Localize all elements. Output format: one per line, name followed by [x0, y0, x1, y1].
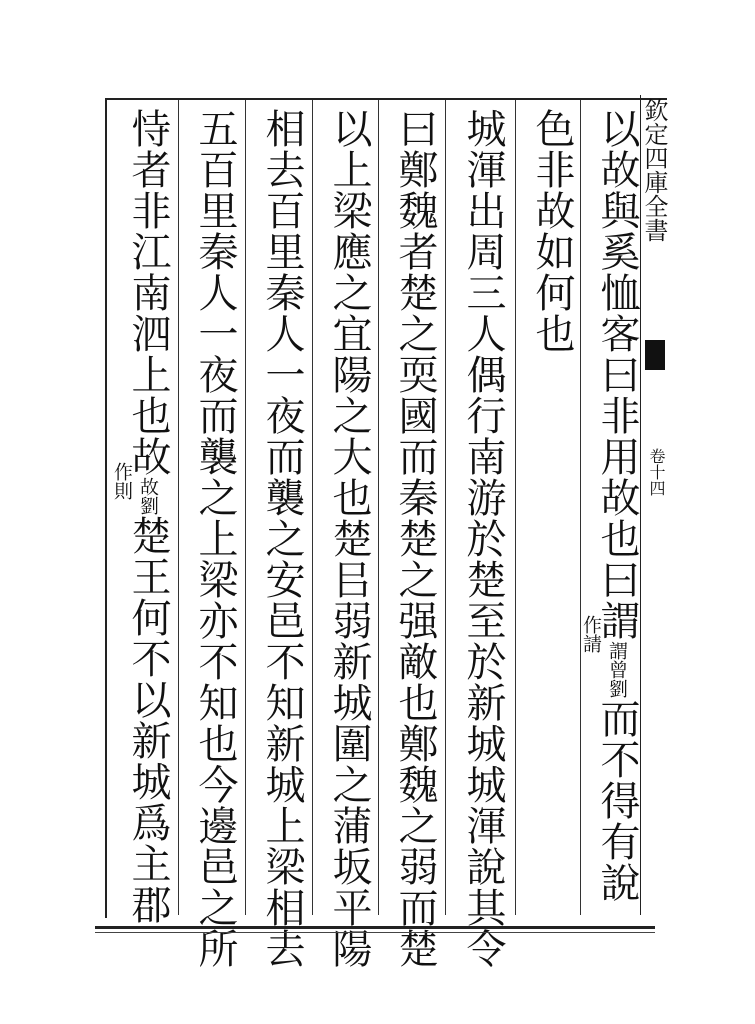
text-column-8	[123, 108, 173, 925]
column-divider	[580, 100, 581, 915]
column-1-text-b: 而不得有說	[594, 698, 640, 903]
margin-title: 欽定四庫全書	[640, 98, 668, 242]
fishtail-mark	[645, 340, 665, 370]
text-column-2: 色非故如何也	[529, 108, 575, 354]
column-1-text-a: 以故與奚恤客曰非用故也曰謂	[594, 108, 640, 641]
text-column-1	[592, 108, 642, 903]
column-divider	[445, 100, 446, 915]
column-8-text-a: 恃者非江南泗上也故	[125, 108, 171, 477]
juan-number: 卷十四	[647, 448, 666, 496]
column-1-note	[606, 641, 628, 679]
column-8-note-right: 故劉	[137, 477, 159, 515]
bottom-rule	[95, 926, 655, 929]
bottom-rule-thin	[95, 932, 655, 933]
column-1-note-left: 作請	[580, 615, 602, 653]
text-column-6: 相去百里秦人一夜而襲之安邑不知新城上梁相去	[259, 108, 305, 969]
text-column-7: 五百里秦人一夜而襲之上梁亦不知也今邊邑之所	[192, 108, 238, 969]
column-divider	[178, 100, 179, 915]
text-column-4: 曰鄭魏者楚之耎國而秦楚之强敵也鄭魏之弱而楚	[392, 108, 438, 969]
text-column-5: 以上梁應之宜陽之大也楚㠯弱新城圍之蒲坂平陽	[326, 108, 372, 969]
column-1-note-b: 劉	[606, 679, 628, 698]
column-divider	[378, 100, 379, 915]
column-divider	[245, 100, 246, 915]
column-8-note-left: 作則	[111, 462, 133, 500]
column-1-note-right: 謂曾	[606, 641, 628, 679]
column-8-text-b: 楚王何不以新城爲主郡	[125, 515, 171, 925]
column-divider	[312, 100, 313, 915]
text-column-3: 城渾出周三人偶行南游於楚至於新城城渾說其令	[460, 108, 506, 969]
column-divider	[515, 100, 516, 915]
